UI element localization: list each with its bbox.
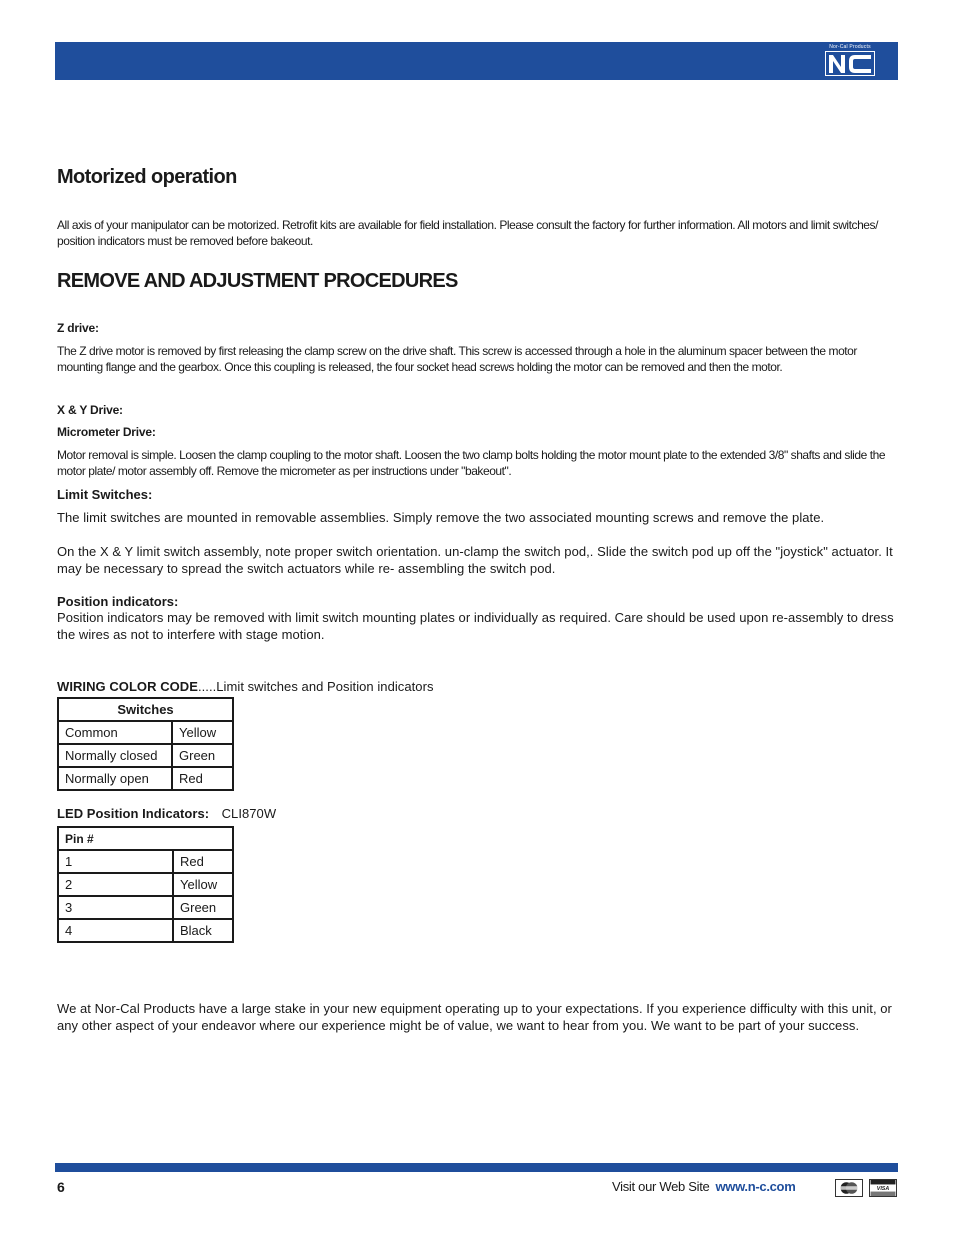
- pin-color: Yellow: [173, 873, 233, 896]
- procedures-title: REMOVE AND ADJUSTMENT PROCEDURES: [57, 270, 458, 292]
- motorized-body: All axis of your manipulator can be motorized. Retrofit kits are available for field installation. Please consult the factory for further information. All motors and limit switches/ position indicators must be removed before bakeout.: [57, 218, 878, 248]
- table-row: [58, 919, 233, 942]
- led-heading: [57, 805, 899, 823]
- wiring-suffix: .....Limit switches and Position indicators: [197, 679, 434, 694]
- pin-number: 4: [58, 919, 173, 942]
- table-row: [58, 744, 233, 767]
- table-row: [58, 850, 233, 873]
- nor-cal-logo: [824, 44, 876, 78]
- xy-drive-label: X & Y Drive:: [57, 403, 123, 417]
- mastercard-icon: [835, 1179, 863, 1197]
- switch-color: Red: [172, 767, 233, 790]
- limit-switches-body-2: On the X & Y limit switch assembly, note proper switch orientation. un-clamp the switch pod,. Slide the switch pod up off the "joystick" actuator. It may be necessary to spread the switch actuators while re- assembling the switch pod.: [57, 544, 893, 576]
- pin-color: Red: [173, 850, 233, 873]
- nc-logo-icon: [825, 51, 875, 76]
- pin-color: Black: [173, 919, 233, 942]
- z-drive-body: The Z drive motor is removed by first releasing the clamp screw on the drive shaft. This screw is accessed through a hole in the aluminum spacer between the motor mounting flange and the gearbox. Once this coupling is released, the four socket head screws holding the motor can be removed and then the motor.: [57, 344, 857, 374]
- visit-website: [612, 1179, 795, 1194]
- led-model: CLI870W: [221, 806, 277, 821]
- pin-table: [57, 826, 234, 943]
- pin-number: 2: [58, 873, 173, 896]
- switches-table: [57, 697, 234, 791]
- motorized-title: Motorized operation: [57, 166, 237, 188]
- z-drive-label: Z drive:: [57, 321, 99, 335]
- switch-name: Normally open: [58, 767, 172, 790]
- wiring-heading: [57, 678, 899, 696]
- led-label: LED Position Indicators:: [57, 806, 210, 821]
- micrometer-body: Motor removal is simple. Loosen the clamp coupling to the motor shaft. Loosen the two clamp bolts holding the motor mount plate to the extended 3/8" shafts and slide the motor plate/ motor assembly off. Remove the micrometer as per instructions under "bakeout".: [57, 448, 886, 478]
- switch-color: Yellow: [172, 721, 233, 744]
- motorized-section: [57, 166, 899, 189]
- table-row: [58, 767, 233, 790]
- page-number: 6: [57, 1179, 65, 1195]
- limit-switches-label: Limit Switches:: [57, 487, 153, 502]
- table-header-row: [58, 698, 233, 721]
- pin-color: Green: [173, 896, 233, 919]
- closing-body: We at Nor-Cal Products have a large stake in your new equipment operating up to your expectations. If you experience difficulty with this unit, or any other aspect of your endeavor where our experience might be of value, we want to hear from you. We want to be part of your success.: [57, 1001, 892, 1033]
- table-row: [58, 721, 233, 744]
- micrometer-label: Micrometer Drive:: [57, 425, 156, 439]
- switches-header: Switches: [58, 698, 233, 721]
- position-indicators-body: Position indicators may be removed with limit switch mounting plates or individually as required. Care should be used upon re-assembly to dress the wires as not to interfere with stage motion.: [57, 610, 894, 642]
- logo-tagline: Nor-Cal Products: [829, 44, 871, 50]
- pin-header: Pin #: [58, 827, 233, 850]
- switch-name: Common: [58, 721, 172, 744]
- switch-color: Green: [172, 744, 233, 767]
- table-header-row: [58, 827, 233, 850]
- wiring-label: WIRING COLOR CODE: [57, 679, 198, 694]
- table-row: [58, 896, 233, 919]
- visa-icon: [869, 1179, 897, 1197]
- limit-switches-body-1: The limit switches are mounted in removable assemblies. Simply remove the two associated mounting screws and remove the plate.: [57, 510, 825, 525]
- switch-name: Normally closed: [58, 744, 172, 767]
- website-link[interactable]: www.n-c.com: [715, 1179, 796, 1194]
- table-row: [58, 873, 233, 896]
- visit-text: Visit our Web Site: [612, 1179, 710, 1194]
- header-bar: [55, 42, 898, 80]
- footer-bar: [55, 1163, 898, 1172]
- pin-number: 1: [58, 850, 173, 873]
- pin-number: 3: [58, 896, 173, 919]
- position-indicators-label: Position indicators:: [57, 594, 179, 609]
- visa-text: VISA: [876, 1186, 890, 1193]
